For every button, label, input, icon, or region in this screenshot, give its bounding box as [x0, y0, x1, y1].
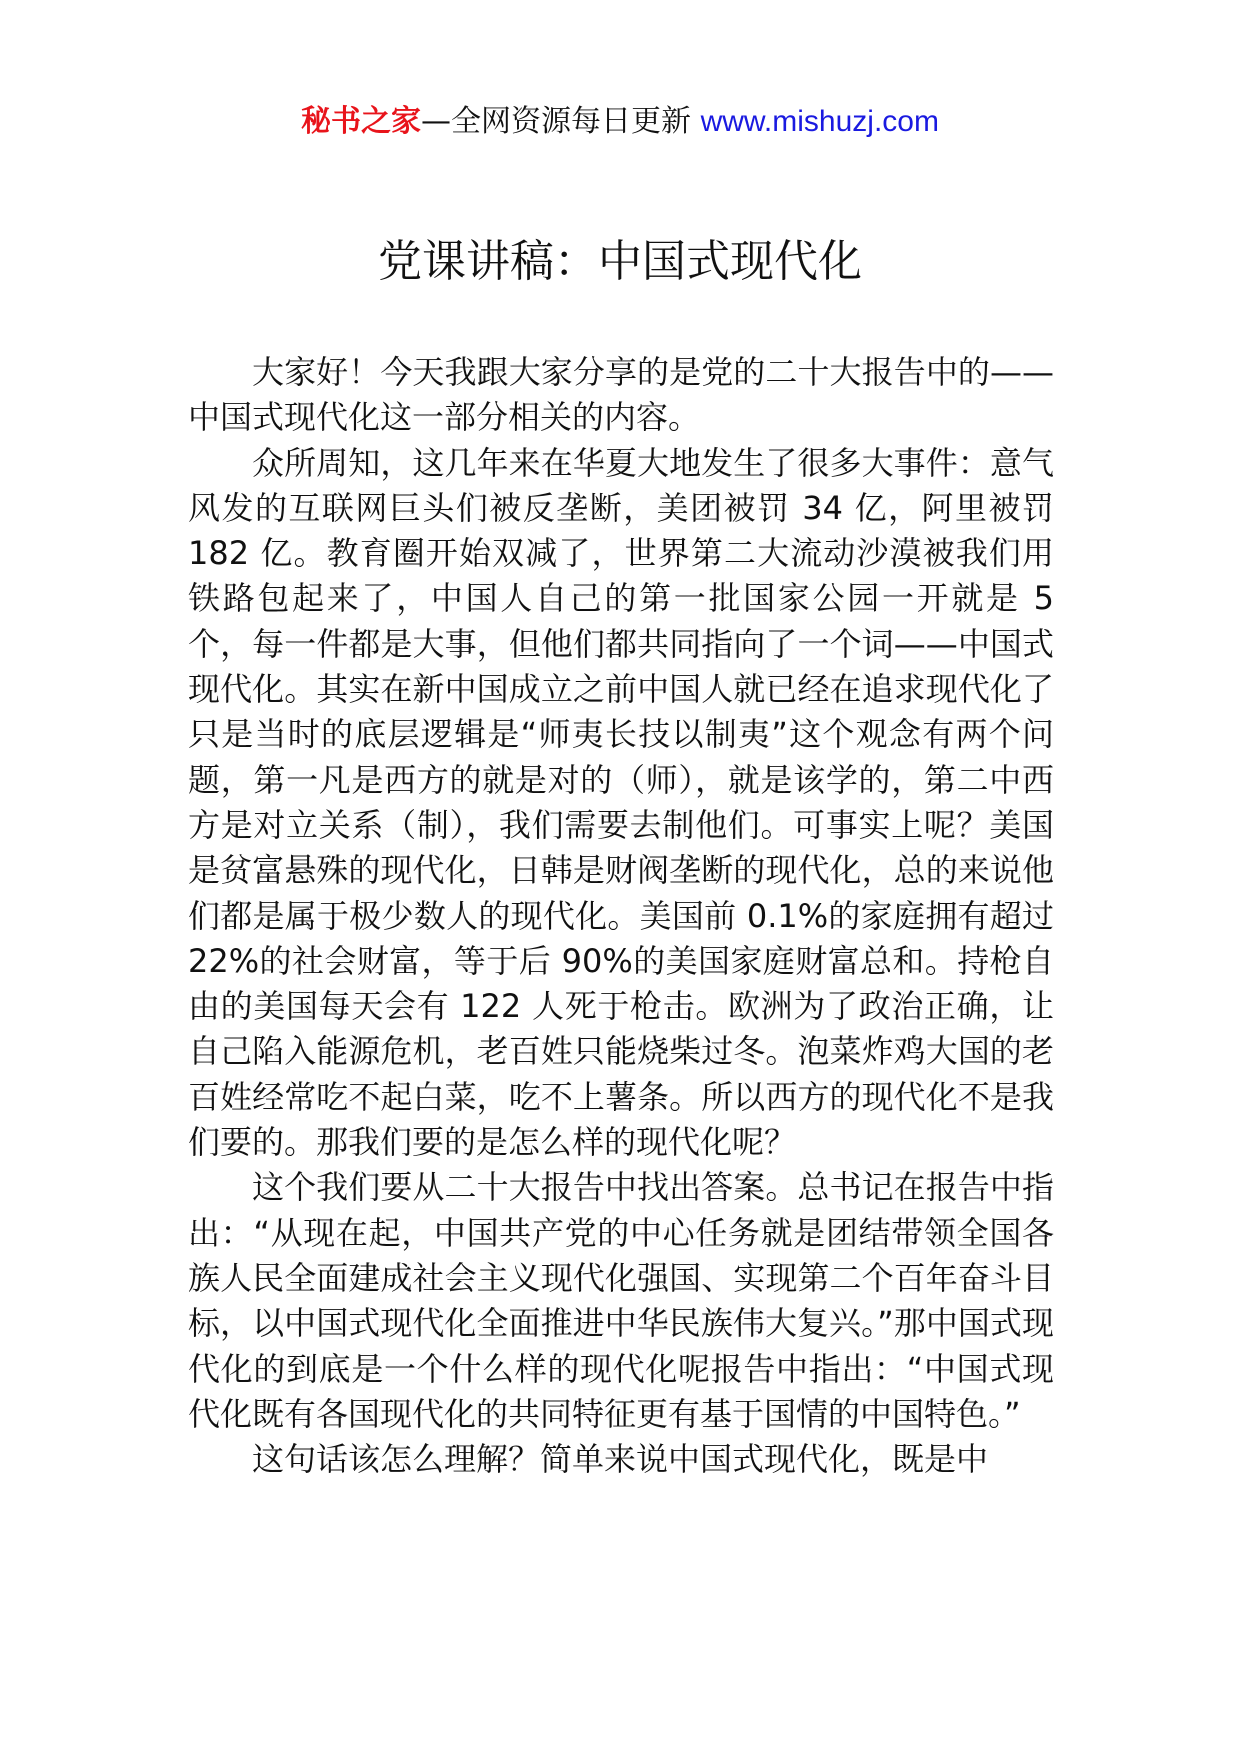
site-brand: 秘书之家	[301, 104, 422, 139]
paragraph-4: 这句话该怎么理解？简单来说中国式现代化，既是中	[252, 1440, 989, 1479]
site-header	[0, 100, 1240, 144]
document-title: 党课讲稿：中国式现代化	[378, 236, 862, 287]
paragraph-3: 这个我们要从二十大报告中找出答案。总书记在报告中指出：“从现在起，中国共产党的中心任务就是团结带领全国各族人民全面建成社会主义现代化强国、实现第二个百年奋斗目标，以中国式现代化全面推进中华民族伟大复兴。”那中国式现代化的到底是一个什么样的现代化呢报告中指出：“中国式现代化既有各国现代化的共同特征更有基于国情的中国特色。”	[188, 1168, 1054, 1433]
site-tagline: —全网资源每日更新	[421, 104, 701, 139]
document-body	[188, 350, 1054, 1482]
paragraph-2: 众所周知，这几年来在华夏大地发生了很多大事件：意气风发的互联网巨头们被反垄断，美团被罚 34 亿，阿里被罚 182 亿。教育圈开始双减了，世界第二大流动沙漠被我们用铁路包起来了，中国人自己的第一批国家公园一开就是 5 个，每一件都是大事，但他们都共同指向了一个词——中国式现代化。其实在新中国成立之前中国人就已经在追求现代化了只是当时的底层逻辑是“师夷长技以制夷”这个观念有两个问题，第一凡是西方的就是对的（师），就是该学的，第二中西方是对立关系（制），我们需要去制他们。可事实上呢？美国是贫富悬殊的现代化，日韩是财阀垄断的现代化，总的来说他们都是属于极少数人的现代化。美国前 0.1%的家庭拥有超过 22%的社会财富，等于后 90%的美国家庭财富总和。持枪自由的美国每天会有 122 人死于枪击。欧洲为了政治正确，让自己陷入能源危机，老百姓只能烧柴过冬。泡菜炸鸡大国的老百姓经常吃不起白菜，吃不上薯条。所以西方的现代化不是我们要的。那我们要的是怎么样的现代化呢？	[188, 443, 1054, 1162]
site-url-link[interactable]: www.mishuzj.com	[700, 105, 939, 138]
paragraph-1: 大家好！今天我跟大家分享的是党的二十大报告中的——中国式现代化这一部分相关的内容。	[188, 353, 1054, 437]
